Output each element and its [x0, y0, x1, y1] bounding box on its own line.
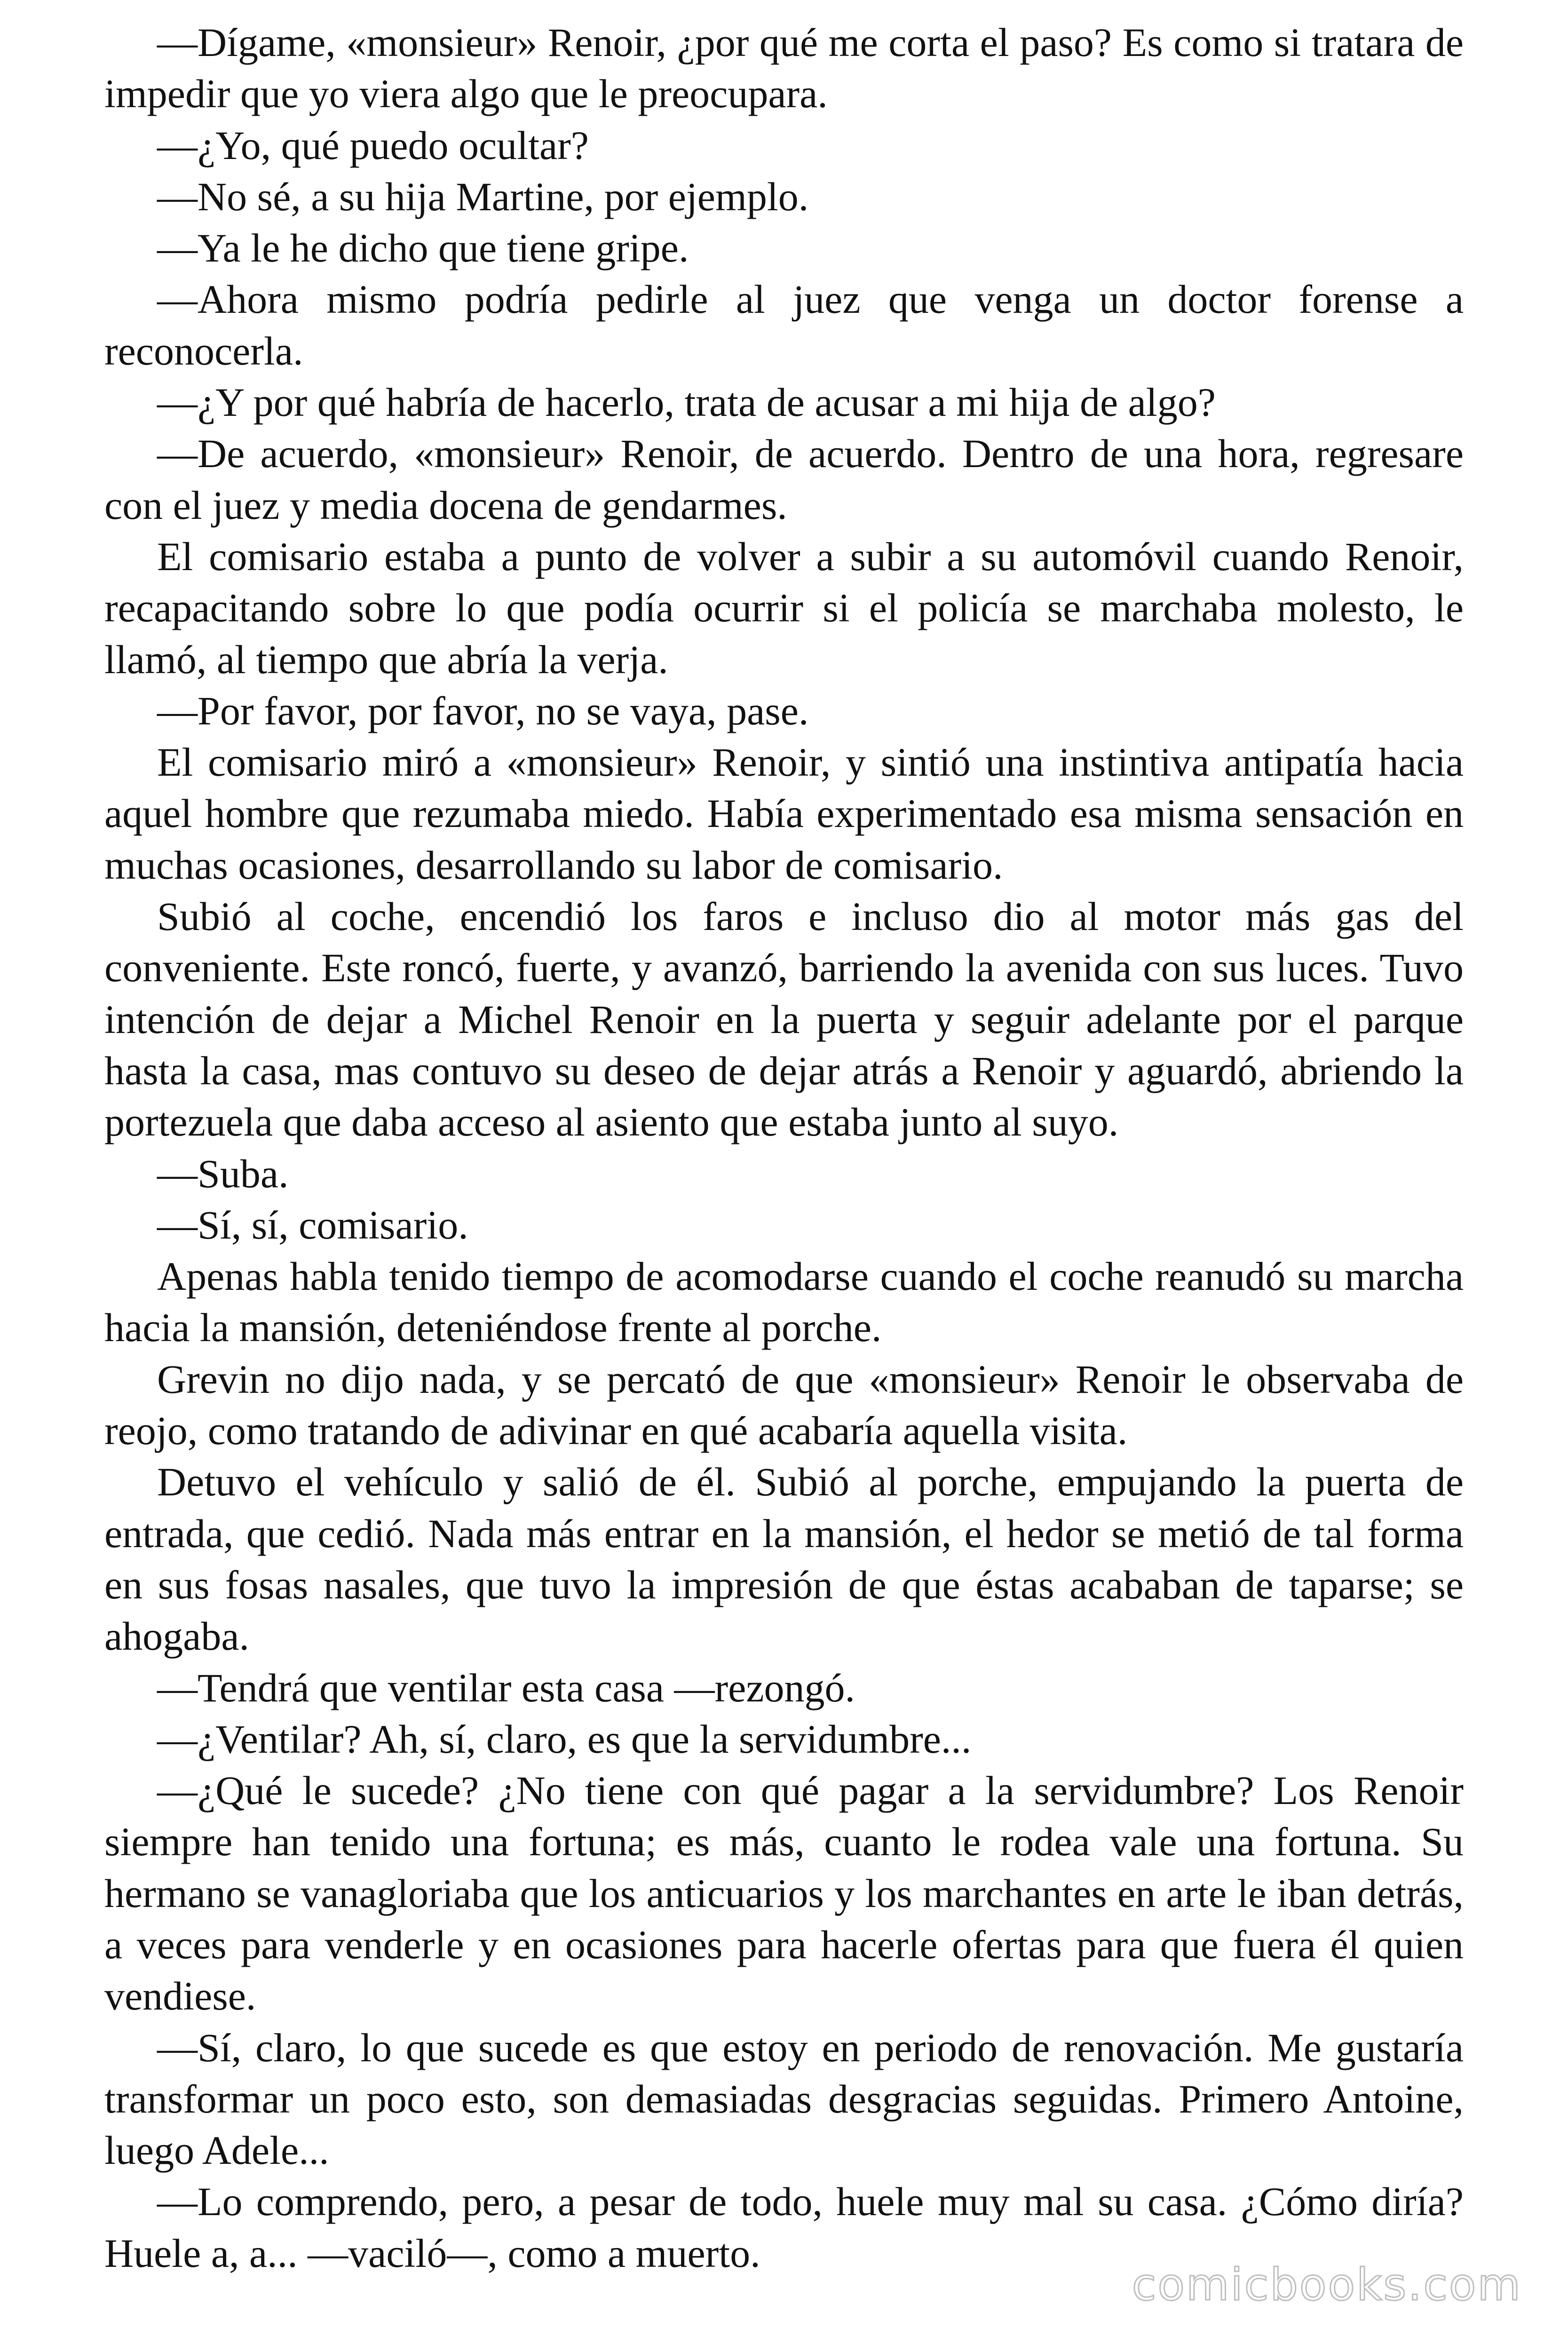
paragraph: —Suba. [157, 1151, 289, 1196]
paragraph: —¿Ventilar? Ah, sí, claro, es que la servidumbre... [157, 1716, 972, 1762]
paragraph: —Lo comprendo, pero, a pesar de todo, huele muy mal su casa. ¿Cómo diría? Huele a, a... —vaciló—, como a muerto. [104, 2179, 1464, 2276]
paragraph: —¿Qué le sucede? ¿No tiene con qué pagar a la servidumbre? Los Renoir siempre han tenido una fortuna; es más, cuanto le rodea vale una fortuna. Su hermano se vanagloriaba que los anticuarios y los marchantes en arte le iban detrás, a veces para venderle y en ocasiones para hacerle ofertas para que fuera él quien vendiese. [104, 1768, 1464, 2019]
paragraph: Subió al coche, encendió los faros e incluso dio al motor más gas del conveniente. Este roncó, fuerte, y avanzó, barriendo la avenida con sus luces. Tuvo intención de dejar a Michel Renoir en la puerta y seguir adelante por el parque hasta la casa, mas contuvo su deseo de dejar atrás a Renoir y aguardó, abriendo la portezuela que daba acceso al asiento que estaba junto al suyo. [104, 894, 1464, 1145]
paragraph: El comisario miró a «monsieur» Renoir, y sintió una instintiva antipatía hacia aquel hombre que rezumaba miedo. Había experimentado esa misma sensación en muchas ocasiones, desarrollando su labor de comisario. [104, 739, 1464, 888]
paragraph: —Dígame, «monsieur» Renoir, ¿por qué me corta el paso? Es como si tratara de impedir que yo viera algo que le preocupara. [104, 20, 1464, 117]
paragraph: —Por favor, por favor, no se vaya, pase. [157, 688, 809, 733]
paragraph: —Sí, sí, comisario. [157, 1202, 468, 1248]
paragraph: —Ya le he dicho que tiene gripe. [157, 225, 689, 271]
paragraph: Detuvo el vehículo y salió de él. Subió al porche, empujando la puerta de entrada, que cedió. Nada más entrar en la mansión, el hedor se metió de tal forma en sus fosas nasales, que tuvo la impresión de que éstas acababan de taparse; se ahogaba. [104, 1459, 1464, 1659]
paragraph: —De acuerdo, «monsieur» Renoir, de acuerdo. Dentro de una hora, regresare con el juez y media docena de gendarmes. [104, 431, 1464, 528]
paragraph: —No sé, a su hija Martine, por ejemplo. [157, 174, 809, 219]
paragraph: —¿Y por qué habría de hacerlo, trata de acusar a mi hija de algo? [157, 380, 1216, 425]
paragraph: Grevin no dijo nada, y se percató de que «monsieur» Renoir le observaba de reojo, como tratando de adivinar en qué acabaría aquella visita. [104, 1356, 1464, 1454]
paragraph: —¿Yo, qué puedo ocultar? [157, 122, 589, 168]
paragraph: Apenas habla tenido tiempo de acomodarse cuando el coche reanudó su marcha hacia la mansión, deteniéndose frente al porche. [104, 1254, 1464, 1351]
book-page [104, 17, 1464, 2279]
paragraph: —Sí, claro, lo que sucede es que estoy en periodo de renovación. Me gustaría transformar un poco esto, son demasiadas desgracias seguidas. Primero Antoine, luego Adele... [104, 2025, 1464, 2173]
paragraph: El comisario estaba a punto de volver a subir a su automóvil cuando Renoir, recapacitando sobre lo que podía ocurrir si el policía se marchaba molesto, le llamó, al tiempo que abría la verja. [104, 533, 1464, 682]
paragraph: —Tendrá que ventilar esta casa —rezongó. [157, 1665, 855, 1710]
watermark: comicbooks.com [1132, 2259, 1522, 2311]
paragraph: —Ahora mismo podría pedirle al juez que venga un doctor forense a reconocerla. [104, 277, 1464, 373]
